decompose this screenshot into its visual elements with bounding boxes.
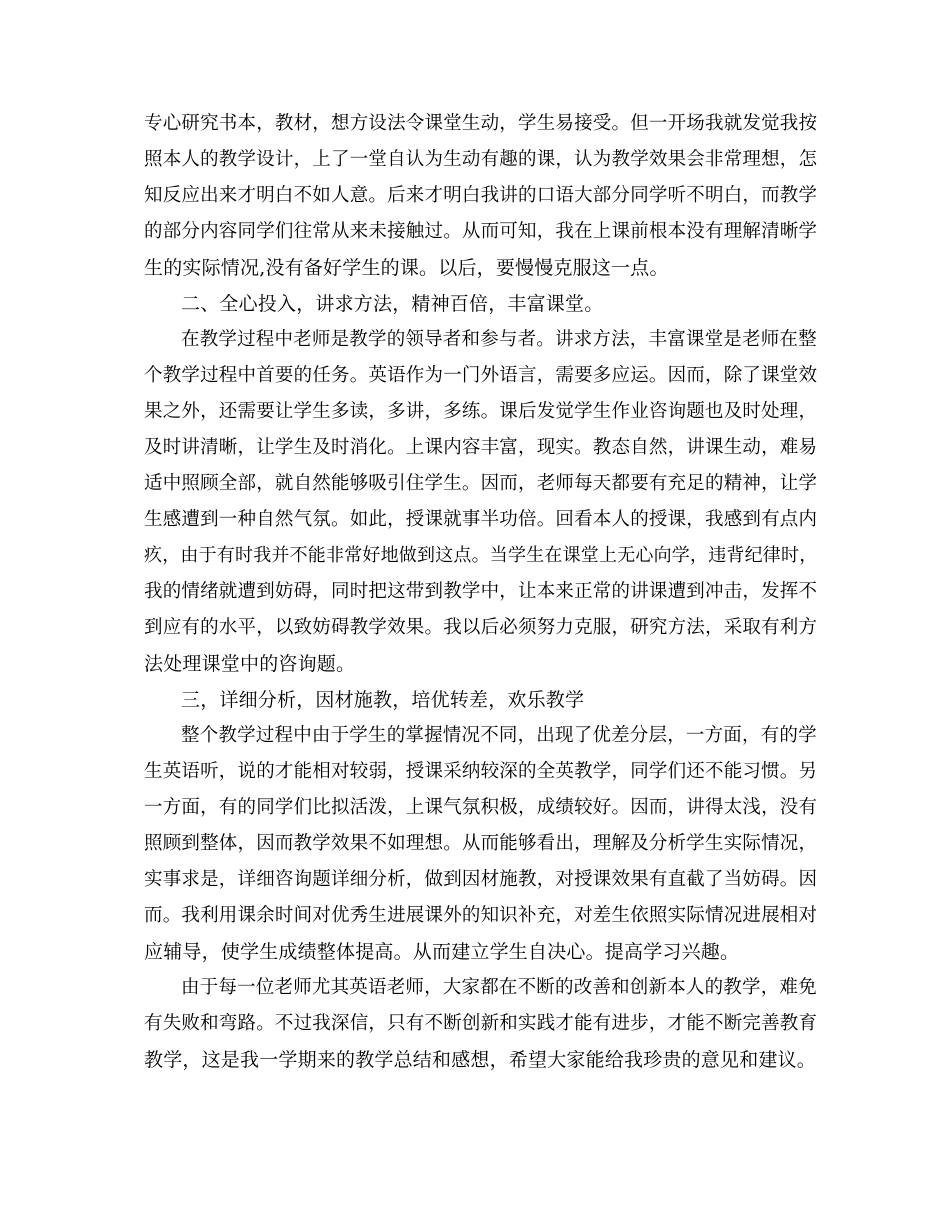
- text-line: 照本人的教学设计，上了一堂自认为生动有趣的课，认为教学效果会非常理想，怎: [144, 149, 818, 170]
- text-line: 由于每一位老师尤其英语老师，大家都在不断的改善和创新本人的教学，难免: [181, 977, 817, 998]
- section-heading-2: 二、全心投入，讲求方法，精神百倍，丰富课堂。: [181, 293, 604, 315]
- text-line: 整个教学过程中由于学生的掌握情况不同，出现了优差分层，一方面，有的学: [181, 725, 817, 746]
- text-line: 一方面，有的同学们比拟活泼，上课气氛积极，成绩较好。因而，讲得太浅，没有: [144, 797, 818, 818]
- text-line: 生感遭到一种自然气氛。如此，授课就事半功倍。回看本人的授课，我感到有点内: [144, 509, 818, 530]
- text-line: 知反应出来才明白不如人意。后来才明白我讲的口语大部分同学听不明白，而教学: [144, 185, 818, 206]
- text-line: 教学，这是我一学期来的教学总结和感想，希望大家能给我珍贵的意见和建议。: [144, 1049, 817, 1071]
- text-line: 个教学过程中首要的任务。英语作为一门外语言，需要多应运。因而，除了课堂效: [144, 365, 818, 386]
- document-body: [144, 106, 824, 1078]
- text-line: 到应有的水平，以致妨碍教学效果。我以后必须努力克服，研究方法，采取有利方: [144, 617, 818, 638]
- text-line: 应辅导，使学生成绩整体提高。从而建立学生自决心。提高学习兴趣。: [144, 941, 740, 963]
- text-line: 果之外，还需要让学生多读，多讲，多练。课后发觉学生作业咨询题也及时处理，: [144, 401, 818, 422]
- text-line: 我的情绪就遭到妨碍，同时把这带到教学中，让本来正常的讲课遭到冲击，发挥不: [144, 581, 818, 602]
- text-line: 疚，由于有时我并不能非常好地做到这点。当学生在课堂上无心向学，违背纪律时，: [144, 545, 818, 566]
- text-line: 照顾到整体，因而教学效果不如理想。从而能够看出，理解及分析学生实际情况，: [144, 833, 818, 854]
- text-line: 及时讲清晰，让学生及时消化。上课内容丰富，现实。教态自然，讲课生动，难易: [144, 437, 818, 458]
- text-line: 生的实际情况,没有备好学生的课。以后，要慢慢克服这一点。: [144, 257, 669, 279]
- text-line: 而。我利用课余时间对优秀生进展课外的知识补充，对差生依照实际情况进展相对: [144, 905, 818, 926]
- text-line: 适中照顾全部，就自然能够吸引住学生。因而，老师每天都要有充足的精神，让学: [144, 473, 818, 494]
- text-line: 有失败和弯路。不过我深信，只有不断创新和实践才能有进步，才能不断完善教育: [144, 1013, 818, 1034]
- text-line: 生英语听，说的才能相对较弱，授课采纳较深的全英教学，同学们还不能习惯。另: [144, 761, 818, 782]
- text-line: 在教学过程中老师是教学的领导者和参与者。讲求方法，丰富课堂是老师在整: [181, 329, 817, 350]
- text-line: 的部分内容同学们往常从来未接触过。从而可知，我在上课前根本没有理解清晰学: [144, 221, 818, 242]
- text-line: 法处理课堂中的咨询题。: [144, 653, 356, 675]
- section-heading-3: 三，详细分析，因材施教，培优转差，欢乐教学: [181, 689, 585, 711]
- text-line: 实事求是，详细咨询题详细分析，做到因材施教，对授课效果有直截了当妨碍。因: [144, 869, 818, 890]
- text-line: 专心研究书本，教材，想方设法令课堂生动，学生易接受。但一开场我就发觉我按: [144, 113, 818, 134]
